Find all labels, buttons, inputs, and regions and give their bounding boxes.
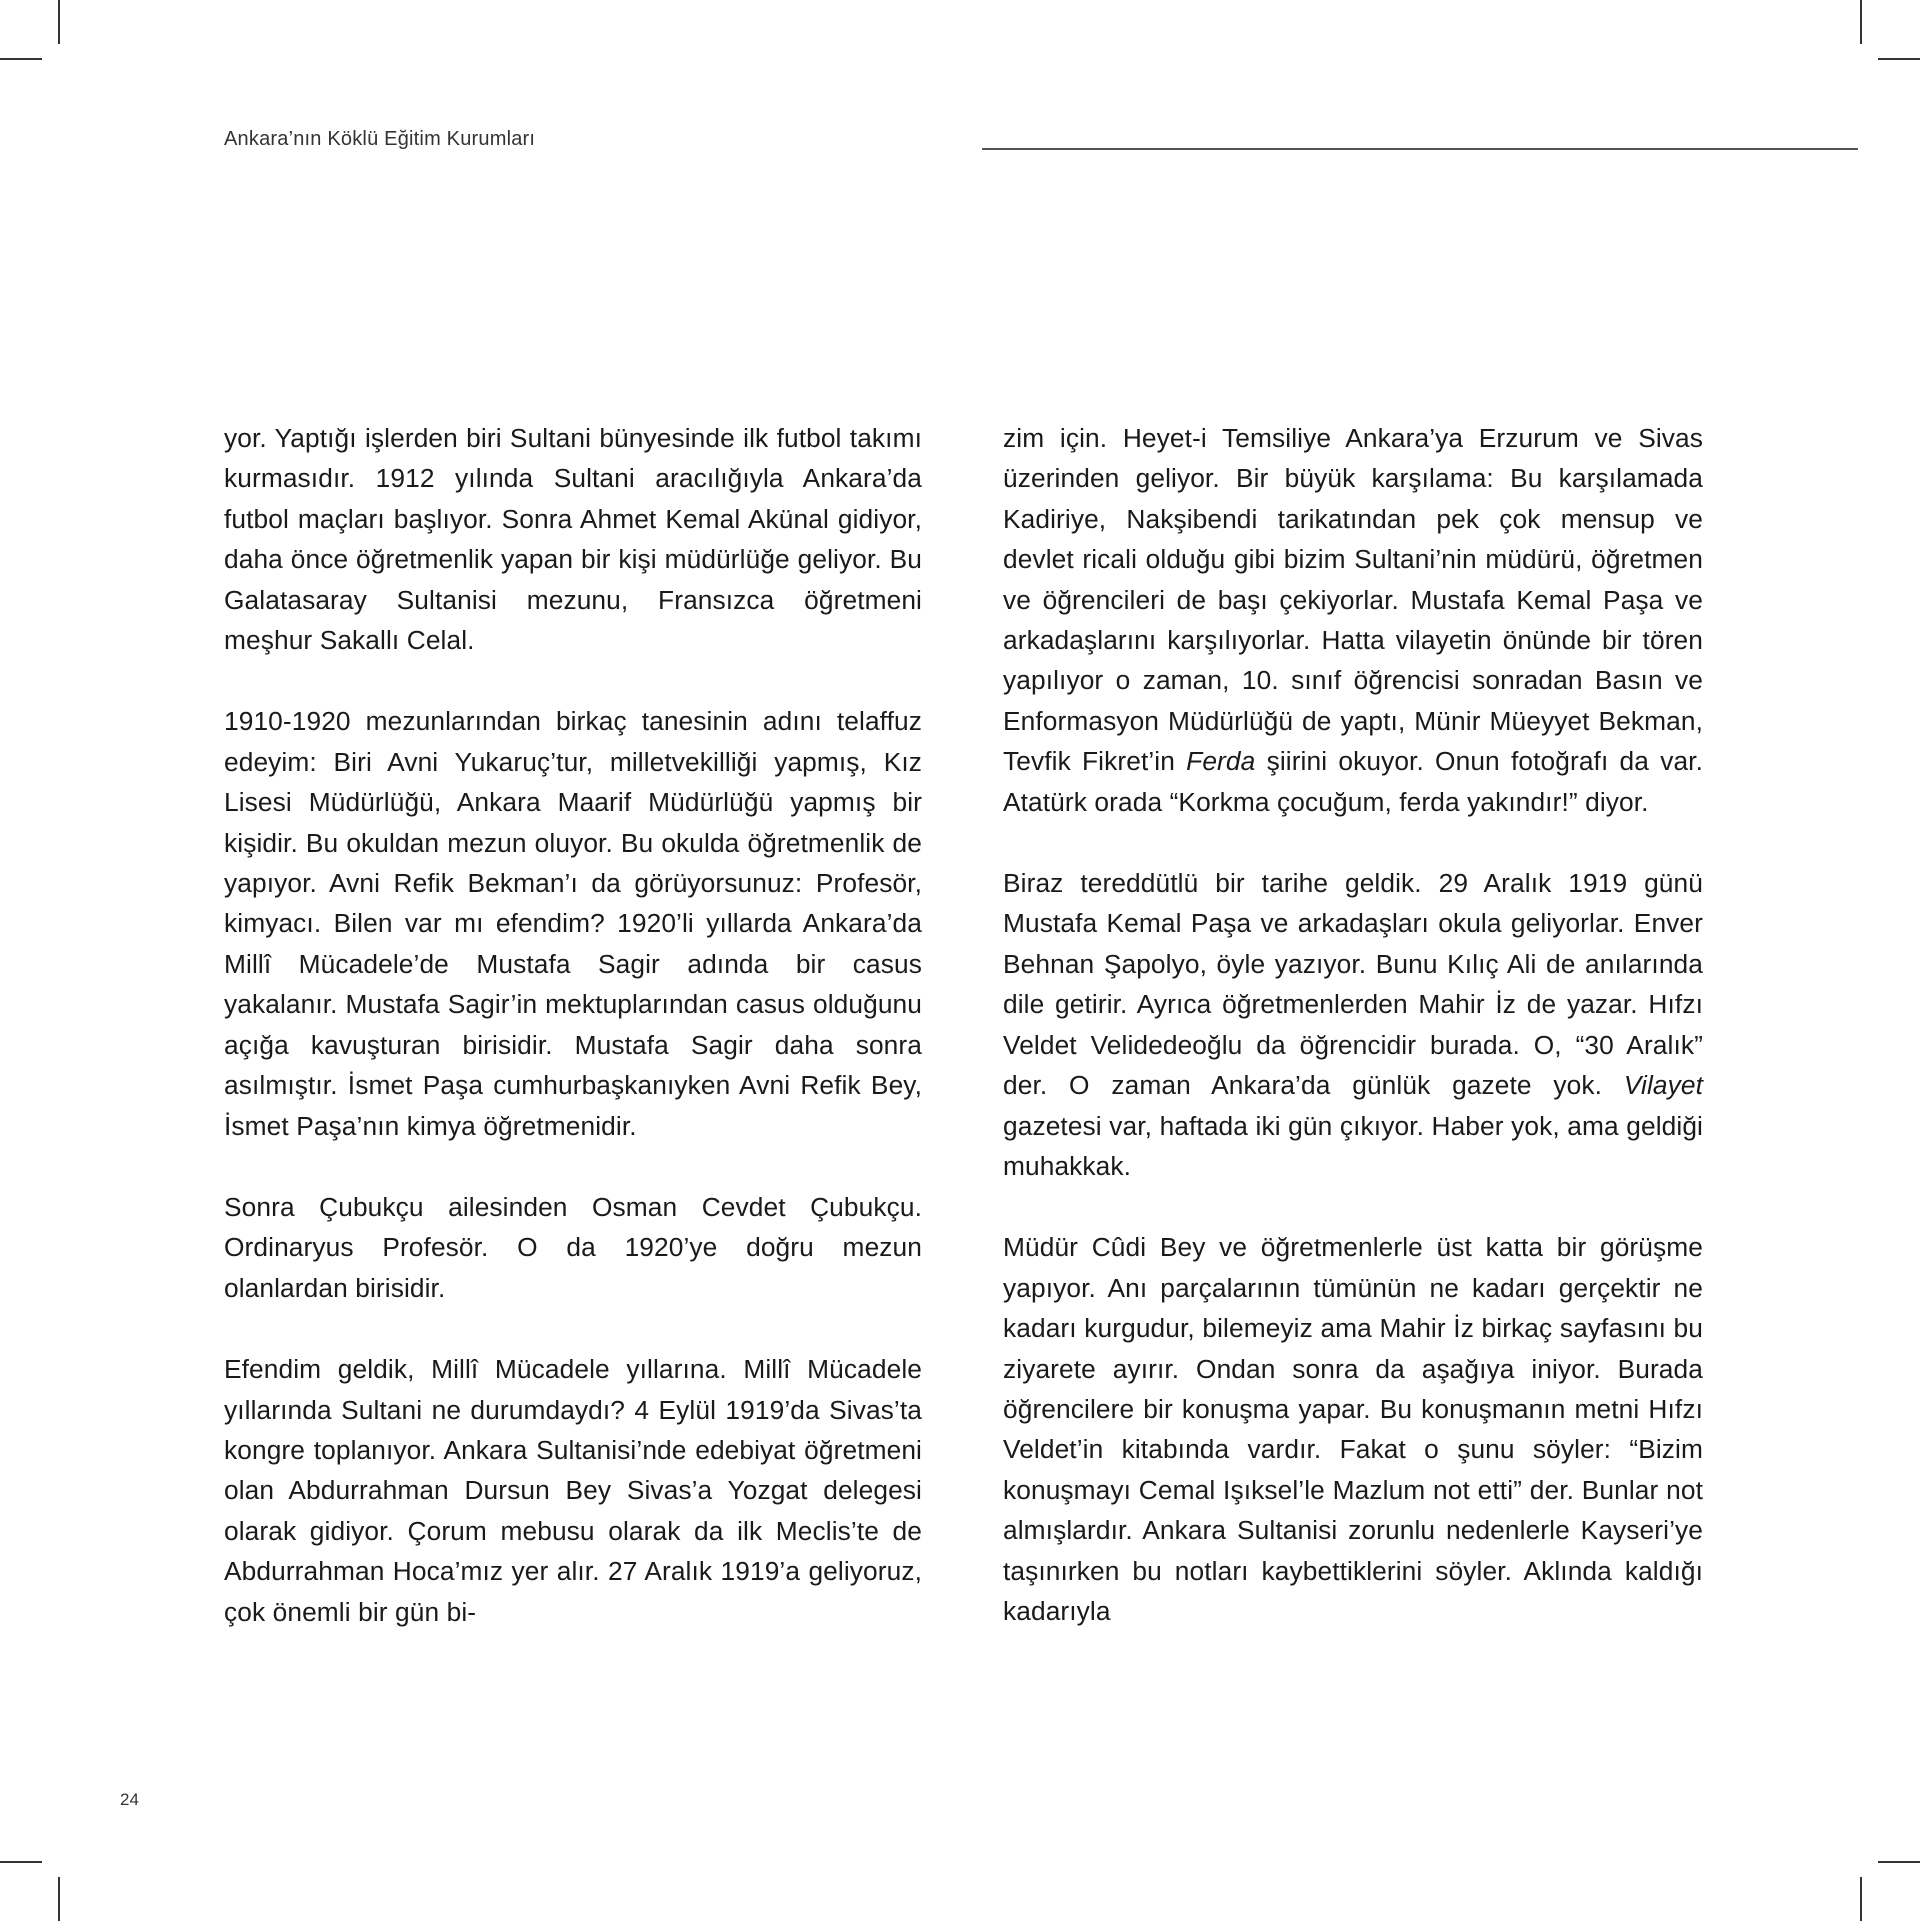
left-paragraph-1: yor. Yaptığı işlerden biri Sultani bünyesinde ilk futbol takımı kurmasıdır. 1912 yılında Sultani aracılığıyla Ankara’da futbol maçları başlıyor. Sonra Ahmet Kemal Akünal gidiyor, daha önce öğretmenlik yapan bir kişi müdürlüğe geliyor. Bu Galatasaray Sultanisi mezunu, Fransızca öğretmeni meşhur Sakallı Celal. (224, 423, 922, 656)
left-paragraph-4: Efendim geldik, Millî Mücadele yıllarına. Millî Mücadele yıllarında Sultani ne durumdaydı? 4 Eylül 1919’da Sivas’ta kongre toplanıyor. Ankara Sultanisi’nde edebiyat öğretmeni olan Abdurrahman Dursun Bey Sivas’a Yozgat delegesi olarak gidiyor. Çorum mebusu olarak da ilk Meclis’te de Abdurrahman Hoca’mız yer alır. 27 Aralık 1919’a geliyoruz, çok önemli bir gün bi- (224, 1354, 922, 1627)
running-title: Ankara’nın Köklü Eğitim Kurumları (224, 128, 536, 150)
left-paragraph-3: Sonra Çubukçu ailesinden Osman Cevdet Çubukçu. Ordinaryus Profesör. O da 1920’ye doğru mezun olanlardan birisidir. (224, 1191, 922, 1303)
right-paragraph-1-text-a: zim için. Heyet-i Temsiliye Ankara’ya Erzurum ve Sivas üzerinden geliyor. Bir büyük karşılama: Bu karşılamada Kadiriye, Nakşibendi tarikatından pek çok mensup ve devlet ricali olduğu gibi bizim Sultani’nin müdürü, öğretmen ve öğrencileri de başı çekiyorlar. Mustafa Kemal Paşa ve arkadaşlarını karşılıyorlar. Hatta vilayetin önünde bir tören yapılıyor o zaman, 10. sınıf öğrencisi sonradan Basın ve Enformasyon Müdürlüğü de yaptı, Münir Müeyyet Bekman, Tevfik Fikret’in (1003, 423, 1703, 777)
page-number: 24 (120, 1790, 139, 1809)
crop-mark-top-right-vertical (1860, 0, 1862, 44)
left-column (224, 418, 922, 1673)
right-column (1003, 418, 1703, 1672)
crop-mark-top-right-horizontal (1878, 58, 1920, 60)
header-rule (982, 148, 1858, 150)
right-paragraph-3: Müdür Cûdi Bey ve öğretmenlerle üst katta bir görüşme yapıyor. Anı parçalarının tümünün ne kadarı gerçektir ne kadarı kurgudur, bilemeyiz ama Mahir İz birkaç sayfasını bu ziyarete ayırır. Ondan sonra da aşağıya iniyor. Burada öğrencilere bir konuşma yapar. Bu konuşmanın metni Hıfzı Veldet’in kitabında vardır. Fakat o şunu söyler: “Bizim konuşmayı Cemal Işıksel’le Mazlum not etti” der. Bunlar not almışlardır. Ankara Sultanisi zorunlu nedenlerle Kayseri’ye taşınırken bu notları kaybettiklerini söyler. Aklında kaldığı kadarıyla (1003, 1232, 1703, 1626)
crop-mark-top-left-horizontal (0, 58, 42, 60)
right-paragraph-2-text-a: Biraz tereddütlü bir tarihe geldik. 29 Aralık 1919 günü Mustafa Kemal Paşa ve arkadaşları okula geliyorlar. Enver Behnan Şapolyo, öyle yazıyor. Bunu Kılıç Ali de anılarında dile getirir. Ayrıca öğretmenlerden Mahir İz de yazar. Hıfzı Veldet Velidedeoğlu da öğrencidir burada. O, “30 Aralık” der. O zaman Ankara’da günlük gazete yok. (1003, 868, 1703, 1101)
crop-mark-bottom-left-vertical (58, 1877, 60, 1921)
crop-mark-bottom-right-horizontal (1878, 1861, 1920, 1863)
right-paragraph-1-text-b: şiirini okuyor. Onun fotoğrafı da var. Atatürk orada “Korkma çocuğum, ferda yakındır!” diyor. (1003, 746, 1703, 817)
right-paragraph-2-text-b: gazetesi var, haftada iki gün çıkıyor. Haber yok, ama geldiği muhakkak. (1003, 1110, 1703, 1181)
left-paragraph-2: 1910-1920 mezunlarından birkaç tanesinin adını telaffuz edeyim: Biri Avni Yukaruç’tur, milletvekilliği yapmış, Kız Lisesi Müdürlüğü, Ankara Maarif Müdürlüğü yapmış bir kişidir. Bu okuldan mezun oluyor. Bu okulda öğretmenlik de yapıyor. Avni Refik Bekman’ı da görüyorsunuz: Profesör, kimyacı. Bilen var mı efendim? 1920’li yıllarda Ankara’da Millî Mücadele’de Mustafa Sagir adında bir casus yakalanır. Mustafa Sagir’in mektuplarından casus olduğunu açığa kavuşturan birisidir. Mustafa Sagir daha sonra asılmıştır. İsmet Paşa cumhurbaşkanıyken Avni Refik Bey, İsmet Paşa’nın kimya öğretmenidir. (224, 706, 922, 1141)
crop-mark-bottom-left-horizontal (0, 1861, 42, 1863)
crop-mark-top-left-vertical (58, 0, 60, 44)
right-paragraph-1 (1003, 418, 1703, 822)
crop-mark-bottom-right-vertical (1860, 1877, 1862, 1921)
poem-title-ferda: Ferda (1186, 746, 1256, 777)
newspaper-title-vilayet: Vilayet (1623, 1070, 1703, 1101)
right-paragraph-2 (1003, 863, 1703, 1186)
